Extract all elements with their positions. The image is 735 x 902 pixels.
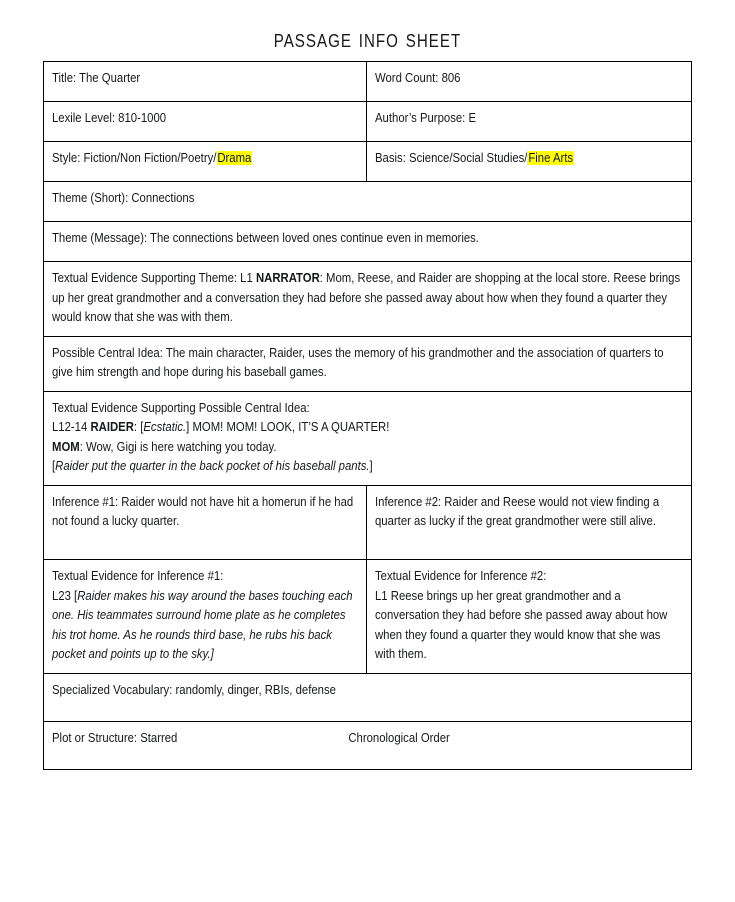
evidence-inf1-prefix: L23 [ [52, 588, 78, 603]
table-row-style-basis [44, 142, 692, 182]
cell-authors-purpose [367, 102, 692, 142]
table-row-plot-structure [44, 721, 692, 769]
table-row-evidence-inferences [44, 560, 692, 674]
table-row-title [44, 62, 692, 102]
cell-style [44, 142, 367, 182]
evidence-ci-line-1 [52, 418, 683, 438]
plot-structure-value [52, 729, 683, 749]
basis-highlight: Fine Arts [528, 151, 574, 165]
evidence-ci-line2-rest: : Wow, Gigi is here watching you today. [79, 439, 277, 454]
cell-specialized-vocabulary [44, 673, 692, 721]
evidence-ci-line1-rest: ] MOM! MOM! LOOK, IT’S A QUARTER! [186, 420, 390, 434]
style-prefix: Style: Fiction/Non Fiction/Poetry/ [52, 151, 217, 165]
evidence-ci-line-3 [52, 457, 683, 477]
plot-structure-inner [52, 729, 683, 749]
cell-theme-message [44, 222, 692, 262]
evidence-theme-value [52, 269, 683, 328]
theme-message-value: Theme (Message): The connections between loved ones continue even in memories. [52, 231, 479, 245]
cell-evidence-theme [44, 262, 692, 337]
evidence-inference-2-value [375, 567, 684, 665]
inference-2-spacer [375, 532, 684, 552]
lexile-level-value: Lexile Level: 810-1000 [52, 111, 167, 125]
evidence-ci-line3-open: [ [52, 459, 56, 473]
authors-purpose-value: Author’s Purpose: E [375, 111, 477, 125]
possible-central-idea-value: Possible Central Idea: The main character, Raider, uses the memory of his grandmother and the association of quarters to give him strength and hope during his baseball games. [52, 345, 664, 379]
table-row-lexile [44, 102, 692, 142]
cell-basis [367, 142, 692, 182]
table-row-possible-central-idea [44, 336, 692, 391]
cell-plot-structure [44, 721, 692, 769]
inference-1-spacer [52, 532, 359, 552]
table-row-theme-message [44, 222, 692, 262]
evidence-ci-line2-speaker: MOM [52, 439, 80, 454]
basis-prefix: Basis: Science/Social Studies/ [375, 151, 528, 165]
plot-structure-right: Chronological Order [348, 730, 450, 745]
cell-evidence-inference-2 [367, 560, 692, 674]
page-title: passage info sheet [273, 25, 462, 53]
evidence-theme-prefix: Textual Evidence Supporting Theme: L1 [52, 271, 256, 285]
cell-evidence-inference-1 [44, 560, 367, 674]
evidence-ci-line1-open: : [ [133, 420, 144, 434]
evidence-inference-1-value [52, 567, 359, 665]
table-row-evidence-theme [44, 262, 692, 337]
cell-lexile-level [44, 102, 367, 142]
cell-inference-1 [44, 485, 367, 560]
word-count-value: Word Count: 806 [375, 71, 461, 85]
evidence-inf1-quote-line [52, 587, 359, 665]
table-row-inferences [44, 485, 692, 560]
evidence-ci-line1-prefix: L12-14 [52, 420, 91, 434]
evidence-central-idea-value [52, 399, 683, 477]
table-row-evidence-central-idea [44, 391, 692, 485]
evidence-inf1-close: ] [210, 647, 214, 661]
evidence-ci-line-2 [52, 438, 683, 458]
cell-evidence-central-idea [44, 391, 692, 485]
specialized-vocabulary-value: Specialized Vocabulary: randomly, dinger, RBIs, defense [52, 682, 336, 697]
evidence-inf1-heading: Textual Evidence for Inference #1: [52, 569, 224, 583]
evidence-inf2-body: L1 Reese brings up her great grandmother and a conversation they had before she passed away about how when they found a quarter they would know that she was with them. [375, 588, 668, 661]
plot-structure-left: Plot or Structure: Starred [52, 730, 178, 745]
cell-possible-central-idea [44, 336, 692, 391]
passage-info-table [43, 61, 692, 770]
basis-value [375, 149, 684, 169]
cell-title [44, 62, 367, 102]
style-value [52, 149, 359, 169]
evidence-theme-body: : Mom, Reese, and Raider are shopping at the local store. Reese brings up her great grandmother and a conversation they had before she passed away about how when they found a quarter they would know that she was with them. [52, 271, 681, 324]
evidence-ci-line1-stage: Ecstatic. [143, 420, 187, 434]
theme-short-value: Theme (Short): Connections [52, 191, 195, 205]
table-row-theme-short [44, 182, 692, 222]
table-row-specialized-vocabulary [44, 673, 692, 721]
cell-word-count [367, 62, 692, 102]
inference-1-value: Inference #1: Raider would not have hit a homerun if he had not found a lucky quarter. [52, 494, 354, 528]
evidence-inf2-heading: Textual Evidence for Inference #2: [375, 569, 547, 583]
cell-theme-short [44, 182, 692, 222]
evidence-inf1-quote: Raider makes his way around the bases touching each one. His teammates surround home plate as he completes his trot home. As he rounds third base, he rubs his back pocket and points up to the sky. [52, 588, 353, 661]
style-highlight: Drama [217, 151, 252, 165]
inference-2-value: Inference #2: Raider and Reese would not view finding a quarter as lucky if the great grandmother were still alive. [375, 494, 660, 528]
evidence-ci-line3-stage: Raider put the quarter in the back pocket of his baseball pants. [55, 459, 370, 473]
evidence-ci-heading: Textual Evidence Supporting Possible Central Idea: [52, 400, 310, 415]
evidence-ci-line3-close: ] [369, 459, 373, 473]
cell-inference-2 [367, 485, 692, 560]
evidence-ci-line1-speaker: RAIDER [90, 420, 134, 434]
title-value: Title: The Quarter [52, 71, 141, 85]
evidence-theme-speaker: NARRATOR [255, 271, 320, 285]
